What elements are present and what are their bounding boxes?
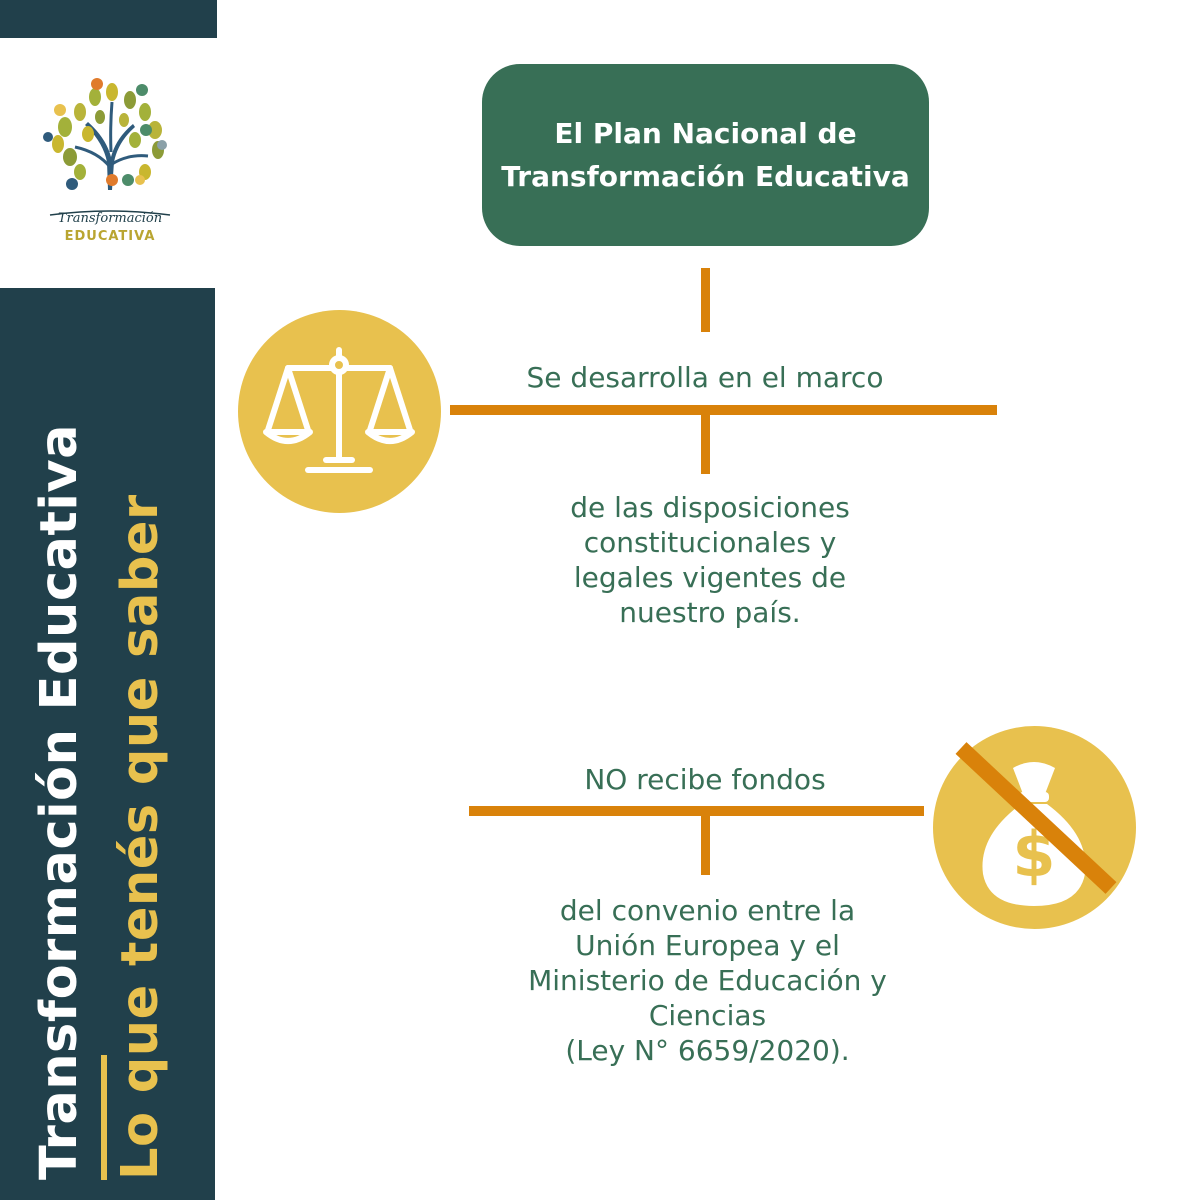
sidebar-subtitle: Lo que tenés que saber — [111, 494, 170, 1180]
no-money-icon-circle — [933, 726, 1136, 929]
svg-text:EDUCATIVA: EDUCATIVA — [64, 229, 156, 244]
sidebar-title: Transformación Educativa — [30, 424, 89, 1180]
branch1-detail-line: de las disposiciones — [570, 491, 850, 524]
logo — [40, 72, 180, 247]
branch2-detail-line: Ciencias — [648, 999, 767, 1032]
branch1-detail-line: nuestro país. — [619, 596, 801, 629]
branch2-detail-line: Unión Europea y el — [575, 929, 840, 962]
branch1-detail-line: legales vigentes de — [573, 561, 847, 594]
sidebar-accent-bar — [101, 1055, 107, 1180]
svg-text:$: $ — [1012, 818, 1056, 891]
branch2-vertical-line — [701, 815, 710, 875]
branch2-label: NO recibe fondos — [584, 763, 826, 796]
root-node — [482, 64, 929, 246]
branch1-detail-line: constitucionales y — [583, 526, 837, 559]
branch2-detail-line: del convenio entre la — [559, 894, 856, 927]
branch2-horizontal-line — [469, 806, 924, 816]
branch1-vertical-line — [701, 414, 710, 474]
scales-icon — [238, 310, 441, 513]
branch2-detail-line: (Ley N° 6659/2020). — [565, 1034, 850, 1067]
scales-icon-circle — [238, 310, 441, 513]
branch1-label: Se desarrolla en el marco — [526, 361, 884, 394]
svg-text:Transformación: Transformación — [57, 211, 163, 226]
branch1-horizontal-line — [450, 405, 997, 415]
root-node-title: El Plan Nacional de Transformación Educativa — [501, 116, 910, 193]
no-money-bag-icon — [933, 726, 1136, 929]
branch2-detail — [455, 893, 960, 1068]
tree-logo-icon — [40, 72, 180, 247]
branch2-detail-line: Ministerio de Educación y — [528, 964, 887, 997]
branch1-detail — [455, 490, 965, 630]
connector-root-down — [701, 268, 710, 332]
top-bar — [0, 0, 217, 38]
